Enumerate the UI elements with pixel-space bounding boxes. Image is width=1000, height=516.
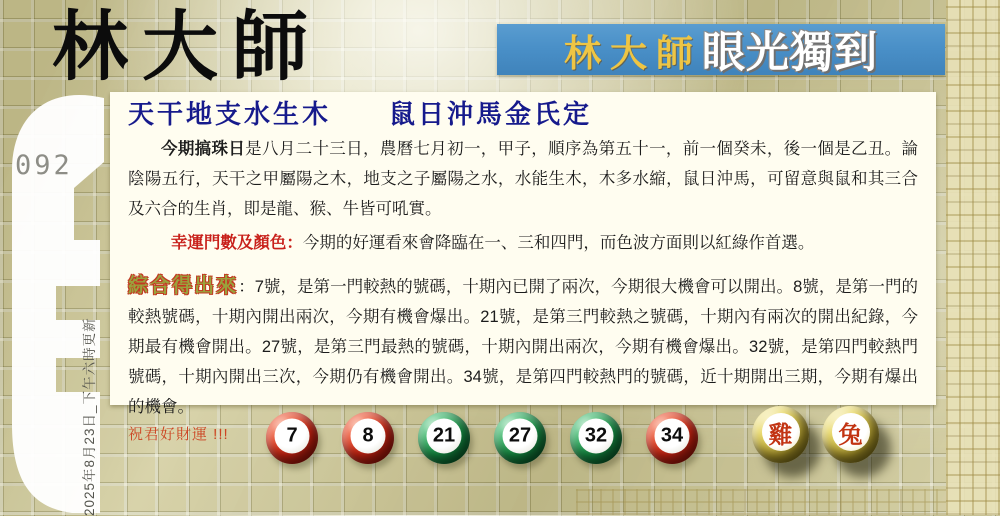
zodiac-balls-row: [752, 406, 879, 463]
lottery-ball: [342, 412, 394, 464]
header-banner: [497, 24, 945, 75]
zodiac-character: 雞: [762, 413, 800, 451]
update-timestamp: 2025年8月23日_下午六時更新: [82, 317, 97, 516]
meander-border-bottom: [576, 489, 946, 515]
draw-day-text: 是八月二十三日，農曆七月初一，甲子，順序為第五十一，前一個癸未，後一個是乙丑。論陰陽五行，天干之甲屬陽之木，地支之子屬陽之水，水能生木，木多水縮，鼠日沖馬，可留意與鼠和其三合及六合的生肖，即是龍、猴、牛皆可吼實。: [128, 140, 919, 218]
banner-slogan: 眼光獨到: [702, 29, 878, 77]
lottery-ball: [494, 412, 546, 464]
summary-text: ：7號，是第一門較熱的號碼，十期內已開了兩次，今期很大機會可以開出。8號，是第一門的較熱號碼，十期內開出兩次，今期有機會爆出。21號，是第三門較熱之號碼，十期內有兩次的開出紀錄，今期最有機會開出。27號，是第三門最熱的號碼，十期內開出兩次，今期有機會爆出。32號，是第四門較熱門號碼，十期內開出三次，今期仍有機會開出。34號，是第四門較熱門的號碼，近十期開出三期，今期有爆出的機會。: [128, 278, 919, 416]
paragraph-draw-analysis: [128, 134, 918, 224]
meander-border-right: [946, 0, 1000, 515]
lottery-ball-number: 21: [427, 419, 462, 454]
banner-master-name: 林大師: [564, 32, 702, 74]
paragraph-summary: [128, 271, 918, 422]
lottery-ball-number: 32: [579, 419, 614, 454]
article-headline: 天干地支水生木 鼠日沖馬金氏定: [128, 99, 593, 129]
zodiac-ball: [752, 406, 809, 463]
lucky-gates-label: 幸運門數及顏色：: [170, 234, 303, 252]
draw-day-lead: 今期搞珠日: [161, 140, 246, 158]
page-title: 林大師: [52, 6, 322, 90]
lottery-ball-number: 7: [275, 419, 310, 454]
lucky-balls-row: [266, 412, 698, 464]
lottery-ball-number: 34: [655, 419, 690, 454]
issue-number: 092: [15, 150, 73, 181]
lottery-ball-number: 27: [503, 419, 538, 454]
lottery-ball: [418, 412, 470, 464]
lucky-gates-text: 今期的好運看來會降臨在一、三和四門，而色波方面則以紅綠作首選。: [302, 234, 815, 252]
article-panel: [110, 92, 936, 443]
lottery-ball-number: 8: [351, 419, 386, 454]
paragraph-lucky-gates: [128, 228, 918, 258]
zodiac-ball: [822, 406, 879, 463]
good-luck-wish: 祝君好財運 !!!: [128, 426, 229, 443]
summary-label: 綜合得出來: [128, 275, 239, 297]
lottery-ball: [570, 412, 622, 464]
zodiac-character: 兔: [832, 413, 870, 451]
lottery-ball: [266, 412, 318, 464]
lottery-ball: [646, 412, 698, 464]
